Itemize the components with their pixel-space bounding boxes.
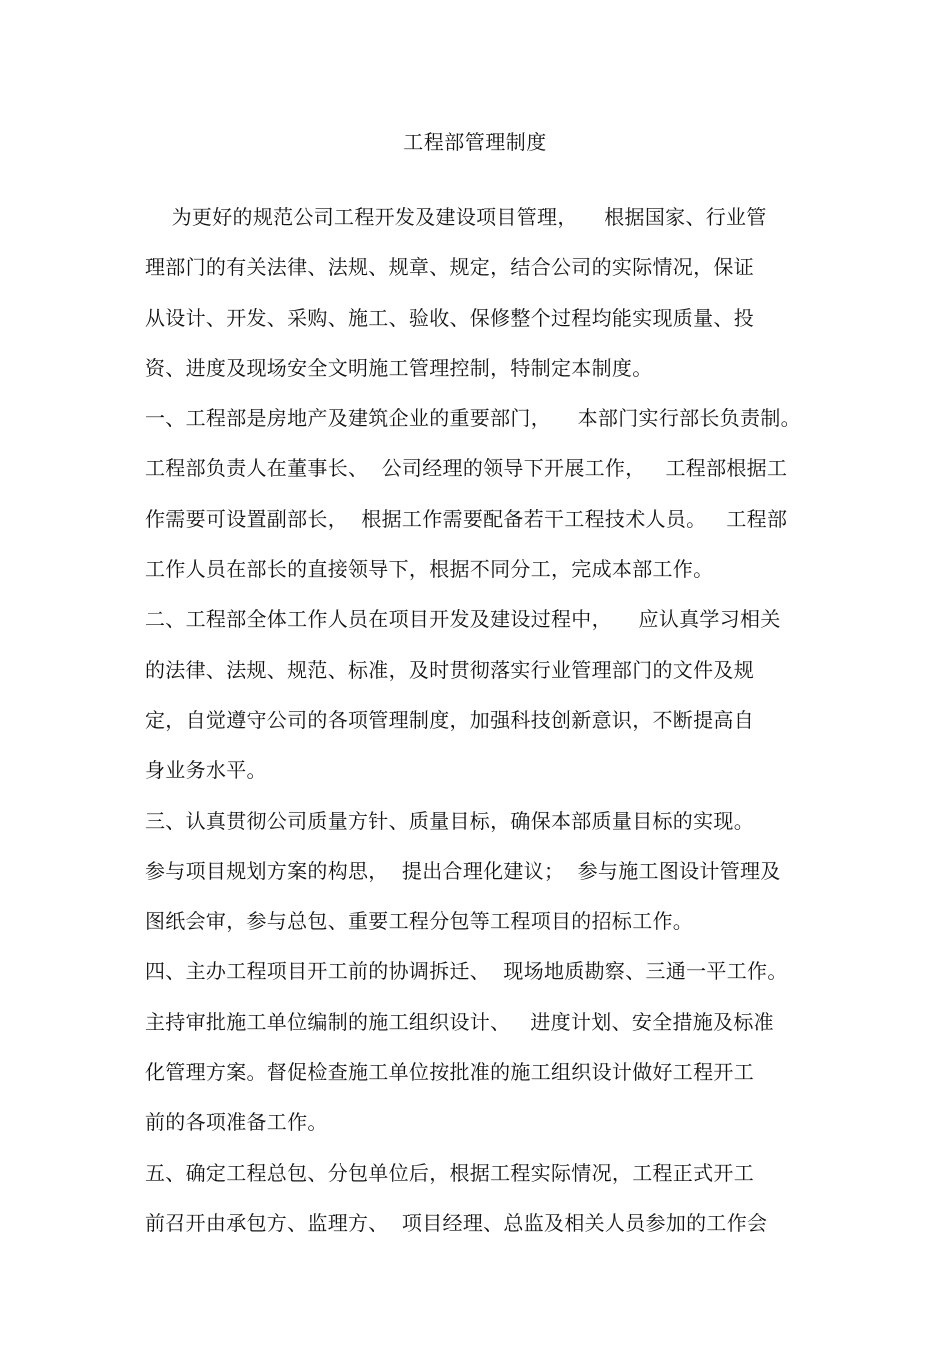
body-line: 作需要可设置副部长， 根据工作需要配备若干工程技术人员。 工程部	[145, 506, 788, 531]
body-line: 化管理方案。督促检查施工单位按批准的施工组织设计做好工程开工	[145, 1060, 754, 1085]
body-line: 前的各项准备工作。	[145, 1110, 328, 1135]
body-line: 二、工程部全体工作人员在项目开发及建设过程中， 应认真学习相关	[145, 607, 781, 632]
body-line: 工程部负责人在董事长、 公司经理的领导下开展工作， 工程部根据工	[145, 456, 788, 481]
document-body	[145, 200, 825, 1256]
body-line: 一、工程部是房地产及建筑企业的重要部门， 本部门实行部长负责制。	[145, 406, 801, 431]
body-line: 主持审批施工单位编制的施工组织设计、 进度计划、安全措施及标准	[145, 1009, 774, 1034]
body-line: 为更好的规范公司工程开发及建设项目管理， 根据国家、行业管	[145, 205, 767, 229]
body-line: 前召开由承包方、监理方、 项目经理、总监及相关人员参加的工作会	[145, 1210, 768, 1235]
body-line: 定，自觉遵守公司的各项管理制度，加强科技创新意识，不断提高自	[145, 707, 754, 732]
body-line: 从设计、开发、采购、施工、验收、保修整个过程均能实现质量、投	[145, 305, 754, 330]
document-title: 工程部管理制度	[403, 130, 547, 154]
body-line: 的法律、法规、规范、标准，及时贯彻落实行业管理部门的文件及规	[145, 657, 754, 682]
body-line: 四、主办工程项目开工前的协调拆迁、 现场地质勘察、三通一平工作。	[145, 959, 788, 984]
body-line: 工作人员在部长的直接领导下，根据不同分工，完成本部工作。	[145, 557, 714, 582]
body-line: 理部门的有关法律、法规、规章、规定，结合公司的实际情况，保证	[145, 255, 754, 280]
body-line: 图纸会审，参与总包、重要工程分包等工程项目的招标工作。	[145, 909, 694, 934]
body-line: 身业务水平。	[145, 758, 267, 783]
body-line: 三、认真贯彻公司质量方针、质量目标，确保本部质量目标的实现。	[145, 808, 754, 833]
body-line: 资、进度及现场安全文明施工管理控制，特制定本制度。	[145, 355, 653, 380]
body-line: 参与项目规划方案的构思， 提出合理化建议； 参与施工图设计管理及	[145, 858, 781, 883]
body-line: 五、确定工程总包、分包单位后，根据工程实际情况，工程正式开工	[145, 1160, 754, 1185]
